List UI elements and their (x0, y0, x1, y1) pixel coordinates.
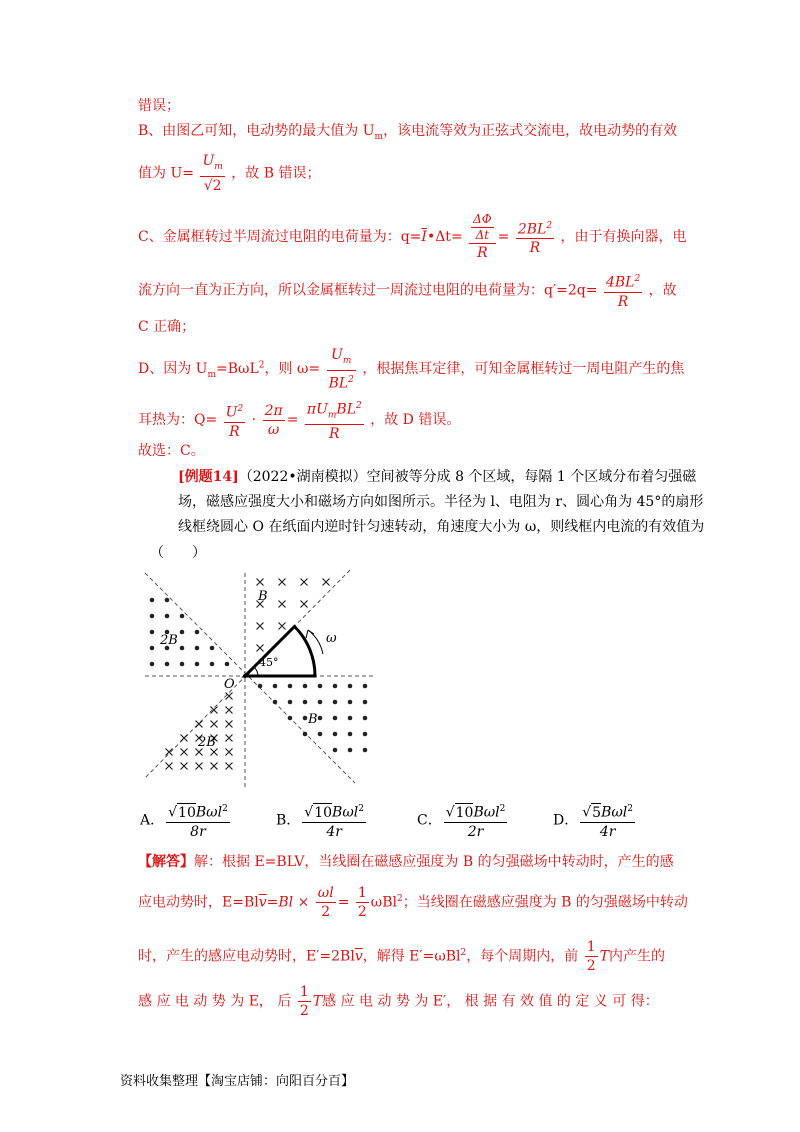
field-cross (279, 601, 286, 608)
field-dot (273, 700, 278, 705)
field-dot (363, 716, 368, 721)
field-cross (301, 579, 308, 586)
field-cross (226, 707, 233, 714)
field-cross (226, 721, 233, 728)
field-dot (303, 684, 308, 689)
field-dot (318, 700, 323, 705)
answer-line-2: 应电动势时，$E=Bl\overline{v}=Bl$ × $\frac{\omega l}{2}$ = $\frac{1}{2}$ ωBl$^2$；当线圈在磁感应强度为 B 的匀强磁场中转动 (138, 885, 688, 920)
field-cross (226, 693, 233, 700)
field-dot (288, 716, 293, 721)
field-dot (348, 716, 353, 721)
field-dot (180, 614, 185, 619)
fraction: $\frac{2BL^2}{R}$ (516, 217, 554, 258)
option-fraction: $\frac{√10B\omega l^2}{8r}$ (166, 800, 230, 841)
center-point (243, 674, 247, 678)
field-dot (318, 716, 323, 721)
field-cross (257, 579, 264, 586)
option-b-analysis: B、由图乙可知，电动势的最大值为 $U_m$，该电流等效为正弦式交流电，故电动势的有效 (138, 123, 678, 142)
option-fraction: $\frac{√5B\omega l^2}{4r}$ (580, 800, 635, 841)
fraction: $\frac{4BL^2}{R}$ (604, 270, 642, 311)
field-dot (288, 684, 293, 689)
field-dot (150, 614, 155, 619)
option-d-analysis: D、因为 $U_m=B\omega L^2$，则 ω= $\frac{U_m}{BL^2}$ ，根据焦耳定律，可知金属框转过一周电阻产生的焦 (138, 347, 685, 392)
field-cross (181, 749, 188, 756)
field-cross (211, 721, 218, 728)
option-c-analysis-2: 流方向一直为正方向，所以金属框转过一周流过电阻的电荷量为：q′=2q= $\frac{4BL^2}{R}$ ，故 (138, 270, 677, 311)
field-dot (348, 684, 353, 689)
footer-text: 资料收集整理【淘宝店铺：向阳百分百】 (120, 1074, 355, 1089)
field-cross (166, 763, 173, 770)
label-2b-left: 2B (160, 633, 178, 648)
label-b-right: B (308, 712, 318, 727)
example-line-4: （ ） (150, 545, 206, 561)
field-dot (273, 684, 278, 689)
field-cross (323, 579, 330, 586)
field-cross (211, 763, 218, 770)
fraction: $\frac{1}{2}$ (299, 984, 309, 1019)
option-letter: D． (553, 812, 579, 829)
field-dot (363, 748, 368, 753)
field-cross (181, 763, 188, 770)
field-dot (165, 598, 170, 603)
magnetic-field-figure (140, 568, 380, 790)
option-letter: B． (276, 812, 301, 829)
field-dot (180, 646, 185, 651)
field-dot (180, 630, 185, 635)
text-line: 错误； (138, 98, 180, 114)
field-dot (333, 700, 338, 705)
field-dot (225, 662, 230, 667)
field-dot (195, 662, 200, 667)
label-angle: 45° (259, 656, 279, 669)
field-cross (226, 735, 233, 742)
fraction: $\frac{U_m}{√2}$ (202, 153, 223, 194)
field-dot (333, 748, 338, 753)
field-dot (303, 732, 308, 737)
field-cross (196, 721, 203, 728)
answer-line: 故选：C。 (138, 443, 205, 459)
fraction: $\frac{2\pi}{\omega}$ (264, 402, 283, 438)
fraction: $\frac{1}{2}$ (357, 885, 367, 920)
field-dot (150, 598, 155, 603)
fraction: $\frac{\pi U_mBL^2}{R}$ (305, 397, 364, 443)
field-dot (195, 646, 200, 651)
fraction: $\frac{\frac{\Delta\Phi}{\Delta t}}{R}$ (469, 212, 496, 262)
answer-tag: 【解答】 (138, 854, 194, 870)
example-line-3: 线框绕圆心 O 在纸面内逆时针匀速转动，角速度大小为 ω，则线框内电流的有效值为 (178, 519, 705, 535)
example-line-2: 场，磁感应强度大小和磁场方向如图所示。半径为 l、电阻为 r、圆心角为 45°的扇形 (178, 494, 704, 510)
field-dot (363, 732, 368, 737)
field-dot (210, 646, 215, 651)
fraction: $\frac{U^2}{R}$ (224, 400, 246, 441)
field-dot (180, 662, 185, 667)
field-cross (279, 579, 286, 586)
field-dot (150, 646, 155, 651)
field-dot (288, 700, 293, 705)
fraction: $\frac{1}{2}$ (586, 939, 596, 974)
field-dot (363, 684, 368, 689)
field-dot (348, 748, 353, 753)
example-tag: [例题14] (178, 469, 239, 485)
field-cross (226, 749, 233, 756)
answer-line-4: 感 应 电 动 势 为 E， 后 $\frac{1}{2}$ T感 应 电 动 势 为 E′， 根 据 有 效 值 的 定 义 可 得： (138, 984, 659, 1019)
field-dot (303, 716, 308, 721)
field-dot (165, 614, 170, 619)
field-dot (318, 684, 323, 689)
field-dot (333, 732, 338, 737)
field-dot (258, 684, 263, 689)
fraction: $\frac{\omega l}{2}$ (317, 885, 334, 920)
field-cross (257, 623, 264, 630)
field-dot (318, 732, 323, 737)
answer-line-3: 时，产生的感应电动势时，$E'=2Bl\overline{v}$，解得 E′=ωBl$^2$，每个周期内，前 $\frac{1}{2}$ T内产生的 (138, 939, 665, 974)
option-b[interactable] (276, 800, 368, 841)
option-a[interactable] (140, 800, 232, 841)
field-cross (181, 735, 188, 742)
field-cross (196, 763, 203, 770)
label-o: O (224, 677, 235, 692)
option-fraction: $\frac{√10B\omega l^2}{2r}$ (444, 800, 508, 841)
option-c-analysis: C、金属框转过半周流过电阻的电荷量为：$q=\overline{I}•\Delta t=$ $\frac{\frac{\Delta\Phi}{\Delta t}}{R}$ = $\frac{2BL^2}{R}$ ，由于有换向器，电 (138, 212, 687, 261)
option-c[interactable] (417, 800, 509, 841)
fraction: $\frac{U_m}{BL^2}$ (328, 347, 354, 392)
field-cross (279, 623, 286, 630)
text-line: C 正确； (138, 319, 196, 335)
option-d-analysis-2: 耳热为：Q= $\frac{U^2}{R}$ · $\frac{2\pi}{\omega}$ = $\frac{\pi U_mBL^2}{R}$ ，故 D 错误。 (138, 397, 460, 443)
example-line-1: [例题14]（2022•湖南模拟）空间被等分成 8 个区域，每隔 1 个区域分布着匀强磁 (178, 469, 697, 485)
field-cross (257, 645, 264, 652)
field-dot (333, 716, 338, 721)
field-dot (333, 684, 338, 689)
field-dot (363, 700, 368, 705)
field-cross (166, 749, 173, 756)
field-dot (303, 700, 308, 705)
option-d[interactable] (553, 800, 637, 841)
field-cross (226, 763, 233, 770)
field-dot (195, 630, 200, 635)
option-fraction: $\frac{√10B\omega l^2}{4r}$ (302, 800, 366, 841)
field-dot (348, 732, 353, 737)
option-letter: A． (140, 812, 165, 829)
option-b-analysis-2: 值为 U= $\frac{U_m}{√2}$ ，故 B 错误； (138, 153, 321, 194)
field-dot (165, 662, 170, 667)
label-2b-bottom: 2B (198, 735, 216, 750)
label-b-top: B (258, 589, 268, 604)
label-omega: ω (326, 631, 337, 646)
field-cross (301, 601, 308, 608)
dashed-diagonal (145, 573, 355, 783)
field-dot (348, 700, 353, 705)
answer-line-1: 【解答】解：根据 E=BLV，当线圈在磁感应强度为 B 的匀强磁场中转动时，产生的感 (138, 854, 674, 870)
field-dot (210, 662, 215, 667)
field-dot (150, 630, 155, 635)
field-dot (150, 662, 155, 667)
option-letter: C． (417, 812, 442, 829)
